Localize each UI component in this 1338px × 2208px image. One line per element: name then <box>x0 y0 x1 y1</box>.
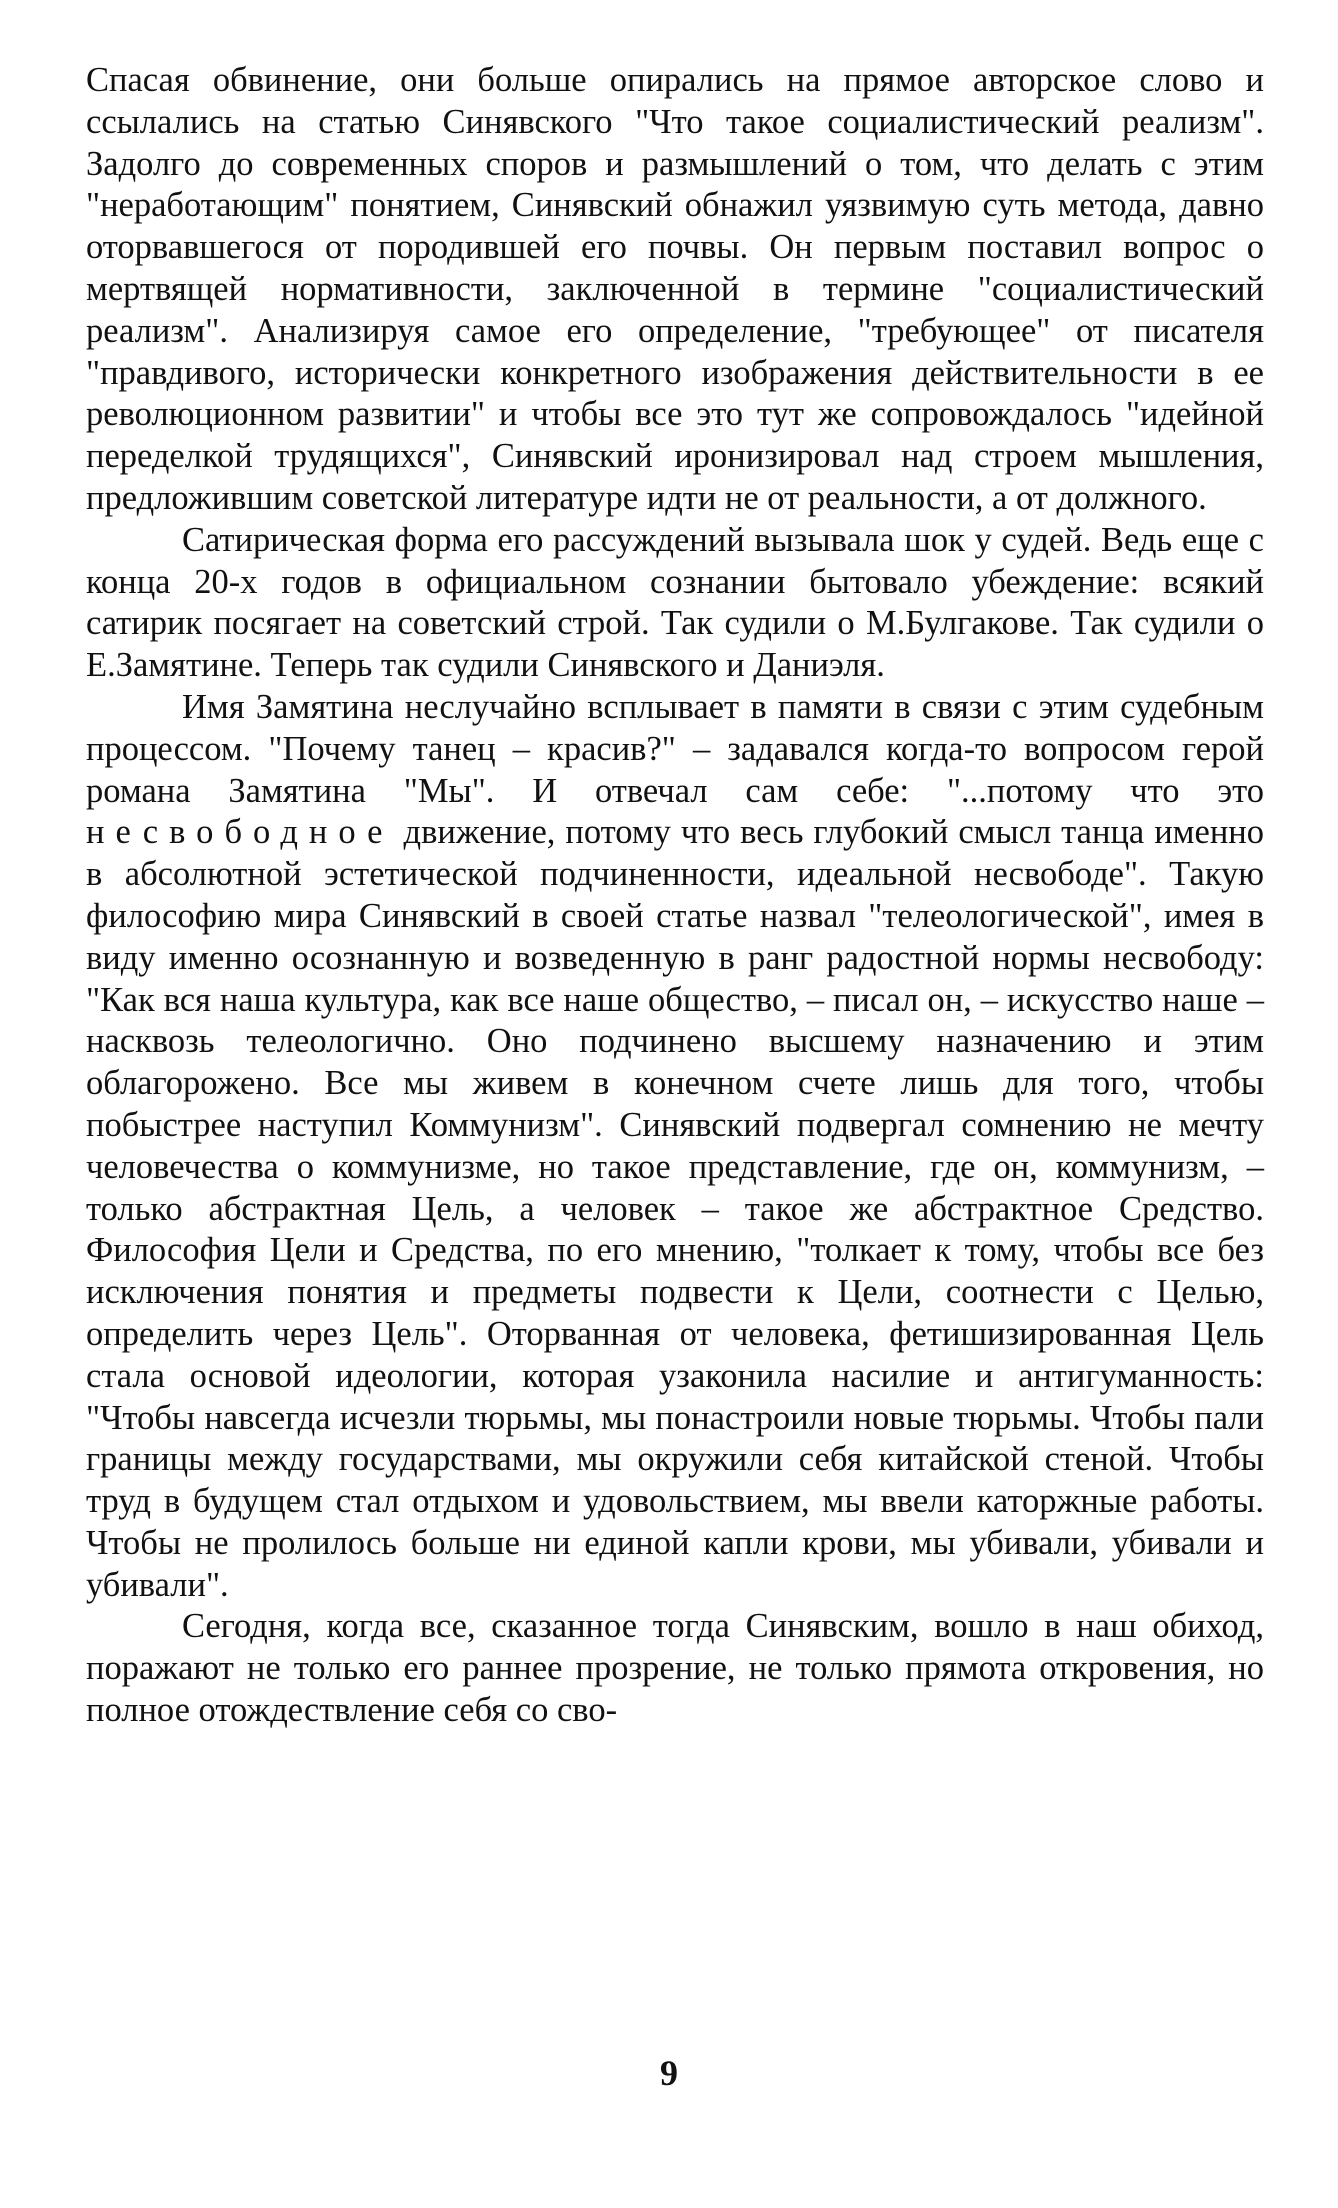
paragraph-2: Сатирическая форма его рассуждений вызывала шок у судей. Ведь еще с конца 20-х годов в официальном сознании бытовало убеждение: всякий сатирик посягает на советский строй. Так судили о М.Булгакове. Так судили о Е.Замятине. Теперь так судили Синявского и Даниэля. <box>86 520 1264 685</box>
paragraph-1: Спасая обвинение, они больше опирались на прямое авторское слово и ссылались на статью Синявского "Что такое социалистический реализм". Задолго до современных споров и размышлений о том, что делать с этим "неработающим" понятием, Синявский обнажил уязвимую суть метода, давно оторвавшегося от породившей его почвы. Он первым поставил вопрос о мертвящей нормативности, заключенной в термине "социалистический реализм". Анализируя самое его определение, "требующее" от писателя "правдивого, исторически конкретного изображения действительности в ее революционном развитии" и чтобы все это тут же сопровождалось "идейной переделкой трудящихся", Синявский иронизировал над строем мышления, предложившим советской литературе идти не от реальности, а от должного. <box>86 61 1264 517</box>
page-number: 9 <box>660 2053 678 2093</box>
paragraph-3 <box>86 687 1264 1607</box>
paragraph-4: Сегодня, когда все, сказанное тогда Синявским, вошло в наш обиход, поражают не только его раннее прозрение, не только прямота откровения, но полное отождествление себя со сво- <box>86 1607 1264 1730</box>
document-page <box>86 60 1264 1732</box>
paragraph-3-text-after: движение, потому что весь глубокий смысл танца именно в абсолютной эстетической подчиненности, идеальной несвободе". Такую философию мира Синявский в своей статье назвал "телеологической", имея в виду именно осознанную и возведенную в ранг радостной нормы несвободу: "Как вся наша культура, как все наше общество, – писал он, – искусство наше – насквозь телеологично. Оно подчинено высшему назначению и этим облагорожено. Все мы живем в конечном счете лишь для того, чтобы побыстрее наступил Коммунизм". Синявский подвергал сомнению не мечту человечества о коммунизме, но такое представление, где он, коммунизм, – только абстрактная Цель, а человек – такое же абстрактное Средство. Философия Цели и Средства, по его мнению, "толкает к тому, чтобы все без исключения понятия и предметы подвести к Цели, соотнести с Целью, определить через Цель". Оторванная от человека, фетишизированная Цель стала основой идеологии, которая узаконила насилие и антигуманность: "Чтобы навсегда исчезли тюрьмы, мы понастроили новые тюрьмы. Чтобы пали границы между государствами, мы окружили себя китайской стеной. Чтобы труд в будущем стал отдыхом и удовольствием, мы ввели каторжные работы. Чтобы не пролилось больше ни единой капли крови, мы убивали, убивали и убивали". <box>86 813 1264 1604</box>
paragraph-3-text-before: Имя Замятина неслучайно всплывает в памяти в связи с этим судебным процессом. "Почему танец – красив?" – задавался когда-то вопросом герой романа Замятина "Мы". И отвечал сам себе: "...потому что это <box>86 687 1264 810</box>
paragraph-3-spaced-word: несвободное <box>86 813 394 852</box>
